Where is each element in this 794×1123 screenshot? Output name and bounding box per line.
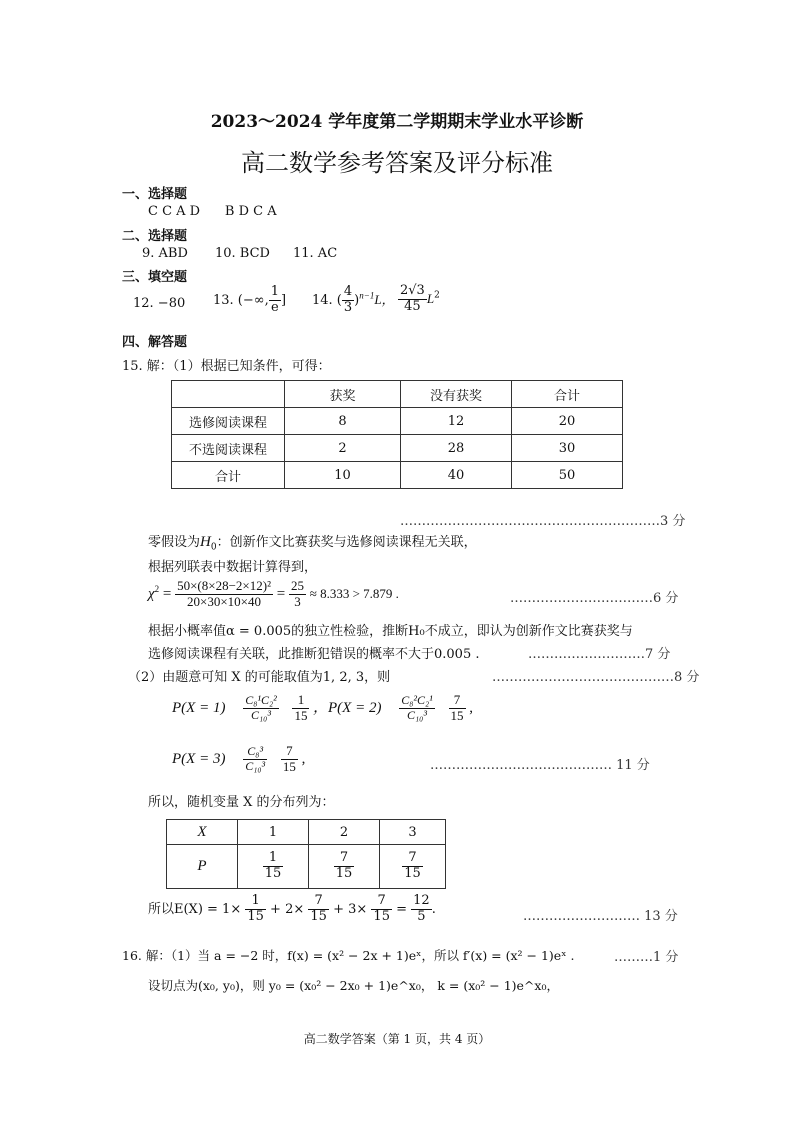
expectation: 所以E(X) = 1× $\frac{1}{15}$ + 2× $\frac{7}{15}$ + 3× $\frac{7}{15}$ = $\frac{12}{5}$ . <box>148 893 436 924</box>
table-cell <box>172 381 285 408</box>
table-cell: X <box>167 820 238 845</box>
score-mark: ………1 分 <box>614 950 679 965</box>
document-title: 2023～2024 学年度第二学期期末学业水平诊断 <box>210 112 584 132</box>
score-mark: ……………………………………8 分 <box>492 670 700 685</box>
table-row <box>172 381 623 408</box>
table-cell: $\frac{7}{15}$ <box>309 845 380 889</box>
answer-12: 12. −80 <box>133 296 186 311</box>
contingency-table <box>171 380 623 489</box>
table-cell: 合计 <box>512 381 623 408</box>
table-cell: 8 <box>285 408 401 435</box>
table-cell: 2 <box>285 435 401 462</box>
answer-10: 10. BCD <box>215 246 270 261</box>
score-mark: …………………………………… 11 分 <box>430 758 650 773</box>
score-mark: ……………………………6 分 <box>510 591 679 606</box>
table-row <box>172 435 623 462</box>
section-multichoice-heading: 二、选择题 <box>122 229 188 244</box>
page-footer: 高二数学答案（第 1 页，共 4 页） <box>303 1032 491 1046</box>
answer-11: 11. AC <box>293 246 338 261</box>
independence-test: 根据小概率值α = 0.005的独立性检验，推断H₀不成立，即认为创新作文比赛获奖与 <box>148 624 633 639</box>
table-cell: 28 <box>401 435 512 462</box>
table-row <box>167 845 446 889</box>
table-cell: 20 <box>512 408 623 435</box>
independence-test-cont: 选修阅读课程有关联，此推断犯错误的概率不大于0.005 . <box>148 647 480 662</box>
table-cell: 合计 <box>172 462 285 489</box>
distribution-intro: 所以，随机变量 X 的分布列为： <box>148 795 335 810</box>
answer-14: 14. ( $\frac{4}{3}$ )$^{n-1}$L， <box>312 284 395 315</box>
prob-x2: ，P(X = 2) $\frac{\text{C₈²C₂¹}}{\text{C₁₀³}}$ $\frac{7}{15}$ , <box>313 692 473 723</box>
chi-square-formula: $\chi^2$ = $\frac{\text{50×(8×28−2×12)²}}{20\times 30\times 10\times 40}$ = $\frac{25}{3}$ ≈ 8.333 > 7.879 . <box>148 578 399 609</box>
table-cell: 40 <box>401 462 512 489</box>
q15-intro: 15. 解：（1）根据已知条件，可得： <box>122 359 331 374</box>
table-cell: 2 <box>309 820 380 845</box>
prob-x3: P(X = 3) $\frac{\text{C₈³}}{\text{C₁₀³}}$ $\frac{7}{15}$ , <box>172 743 306 774</box>
table-row <box>172 408 623 435</box>
table-row <box>167 820 446 845</box>
q16-line2: 设切点为(x₀, y₀)，则 y₀ = (x₀² − 2x₀ + 1)e^x₀， k = (x₀² − 1)e^x₀， <box>148 978 559 993</box>
null-hypothesis: 零假设为$H_0$：创新作文比赛获奖与选修阅读课程无关联， <box>148 534 477 553</box>
table-cell: 50 <box>512 462 623 489</box>
table-cell: $\frac{1}{15}$ <box>238 845 309 889</box>
part2-intro: （2）由题意可知 X 的可能取值为1, 2, 3，则 <box>128 670 391 685</box>
distribution-table <box>166 819 446 889</box>
section-solution-heading: 四、解答题 <box>122 335 188 350</box>
choice-answers: C C A D B D C A <box>148 204 277 219</box>
table-cell: 不选阅读课程 <box>172 435 285 462</box>
table-cell: 30 <box>512 435 623 462</box>
prob-x1: P(X = 1) $\frac{\text{C₈¹C₂²}}{\text{C₁₀³}}$ $\frac{1}{15}$ <box>172 692 308 723</box>
table-cell: 1 <box>238 820 309 845</box>
calc-intro: 根据列联表中数据计算得到， <box>148 560 318 575</box>
q16-line1: 16. 解：（1）当 a = −2 时，f(x) = (x² − 2x + 1)eˣ，所以 f′(x) = (x² − 1)eˣ . <box>122 948 575 963</box>
answer-14b: $\frac{2√3}{45}$ $L^2$ <box>400 283 440 314</box>
section-choice-heading: 一、选择题 <box>122 187 188 202</box>
table-cell: P <box>167 845 238 889</box>
table-cell: 10 <box>285 462 401 489</box>
table-row <box>172 462 623 489</box>
document-subtitle: 高二数学参考答案及评分标准 <box>241 149 553 177</box>
section-fill-heading: 三、填空题 <box>122 270 188 285</box>
table-cell: 获奖 <box>285 381 401 408</box>
table-cell: 3 <box>380 820 446 845</box>
score-mark: ……………………… 13 分 <box>523 909 678 924</box>
table-cell: $\frac{7}{15}$ <box>380 845 446 889</box>
score-mark: ……………………………………………………3 分 <box>400 514 686 529</box>
score-mark: ………………………7 分 <box>528 647 671 662</box>
table-cell: 选修阅读课程 <box>172 408 285 435</box>
table-cell: 没有获奖 <box>401 381 512 408</box>
answer-9: 9. ABD <box>142 246 188 261</box>
answer-13: 13. (−∞, $\frac{1}{e}$ ] <box>213 284 287 315</box>
table-cell: 12 <box>401 408 512 435</box>
